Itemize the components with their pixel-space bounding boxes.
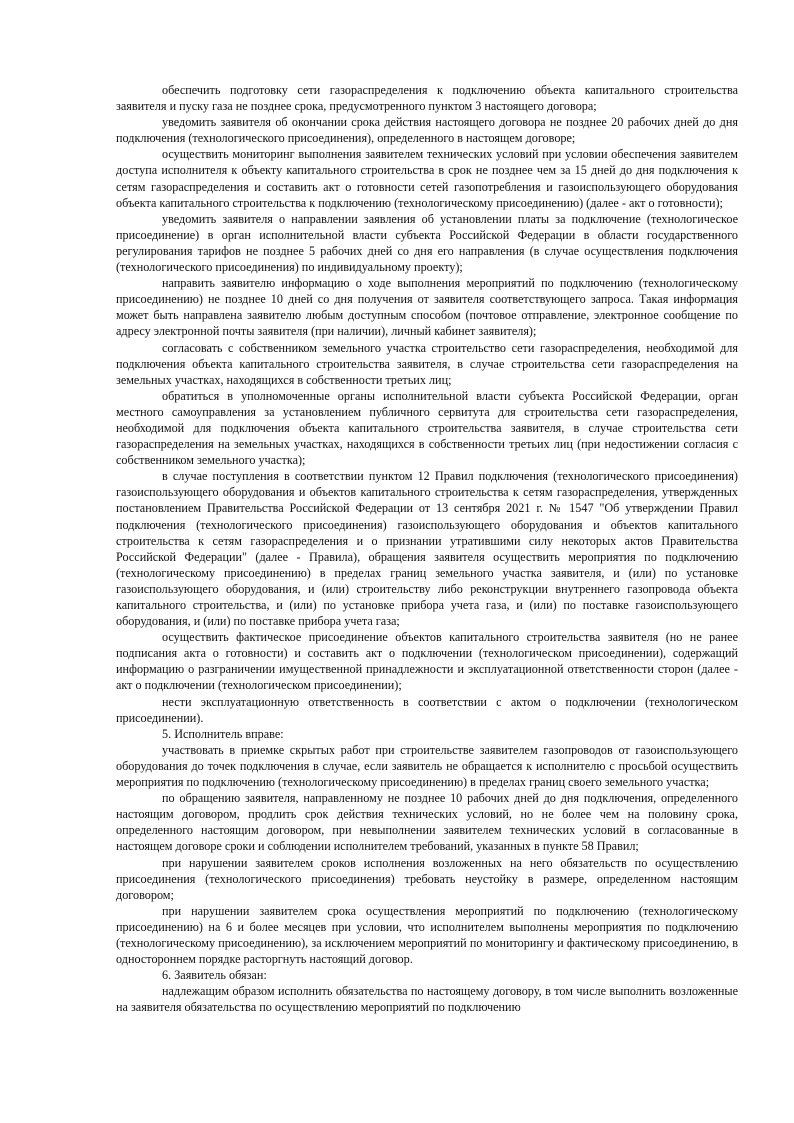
paragraph: нести эксплуатационную ответственность в соответствии с актом о подключении (технологическом присоединении). xyxy=(116,694,738,725)
document-page xyxy=(116,82,738,1015)
paragraph: согласовать с собственником земельного участка строительство сети газораспределения, необходимой для подключения объекта капитального строительства заявителя, в случае строительства сети газораспределения на земельных участках, находящихся в собственности третьих лиц; xyxy=(116,340,738,387)
paragraph: направить заявителю информацию о ходе выполнения мероприятий по подключению (технологическому присоединению) не позднее 10 дней со дня получения от заявителя соответствующего запроса. Такая информация может быть направлена заявителю любым доступным способом (почтовое отправление, электронное сообщение по адресу электронной почты заявителя (при наличии), личный кабинет заявителя); xyxy=(116,276,738,339)
paragraph: по обращению заявителя, направленному не позднее 10 рабочих дней до дня подключения, определенного настоящим договором, продлить срок действия технических условий, но не более чем на половину срока, определенного настоящим договором, при невыполнении заявителем технических условий в согласованные в настоящем договоре сроки и соблюдении исполнителем требований, указанных в пункте 58 Правил; xyxy=(116,791,738,854)
paragraph: обеспечить подготовку сети газораспределения к подключению объекта капитального строительства заявителя и пуску газа не позднее срока, предусмотренного пунктом 3 настоящего договора; xyxy=(116,83,738,114)
paragraph: при нарушении заявителем сроков исполнения возложенных на него обязательств по осуществлению присоединения (технологического присоединения) требовать неустойку в размере, определенном настоящим договором; xyxy=(116,855,738,902)
section-heading: 6. Заявитель обязан: xyxy=(162,968,267,983)
paragraph: осуществить мониторинг выполнения заявителем технических условий при условии обеспечения заявителем доступа исполнителя к объекту капитального строительства в срок не позднее чем за 15 дней до дня подключения к сетям газораспределения и составить акт о готовности сетей газопотребления и газоиспользующего оборудования объекта капитального строительства к подключению (технологическому присоединению) (далее - акт о готовности); xyxy=(116,147,738,210)
paragraph: уведомить заявителя о направлении заявления об установлении платы за подключение (технологическое присоединение) в орган исполнительной власти субъекта Российской Федерации в области государственного регулирования тарифов не позднее 5 рабочих дней со дня его направления (в случае осуществления подключения (технологического присоединения) по индивидуальному проекту); xyxy=(116,211,738,275)
paragraph: надлежащим образом исполнить обязательства по настоящему договору, в том числе выполнить возложенные на заявителя обязательства по осуществлению мероприятий по подключению xyxy=(116,984,738,1015)
paragraph: обратиться в уполномоченные органы исполнительной власти субъекта Российской Федерации, орган местного самоуправления за установлением публичного сервитута для строительства сети газораспределения, необходимой для подключения объекта капитального строительства заявителя, в случае строительства сети газораспределения на земельных участках, находящихся в собственности третьих лиц (при недостижении согласия с собственником земельного участка); xyxy=(116,388,738,468)
paragraph: участвовать в приемке скрытых работ при строительстве заявителем газопроводов от газоиспользующего оборудования до точек подключения в случае, если заявитель не обращается к исполнителю с просьбой осуществить мероприятия по подключению (технологическому присоединению) в пределах границ своего земельного участка; xyxy=(116,742,738,790)
paragraph: уведомить заявителя об окончании срока действия настоящего договора не позднее 20 рабочих дней до дня подключения (технологического присоединения), определенного в настоящем договоре; xyxy=(116,115,738,146)
section-heading: 5. Исполнитель вправе: xyxy=(162,726,284,741)
paragraph: осуществить фактическое присоединение объектов капитального строительства заявителя (но не ранее подписания акта о готовности) и составить акт о подключении (технологическом присоединении), содержащий информацию о разграничении имущественной принадлежности и эксплуатационной ответственности сторон (далее - акт о подключении (технологическом присоединении); xyxy=(116,630,738,693)
paragraph: в случае поступления в соответствии пунктом 12 Правил подключения (технологического присоединения) газоиспользующего оборудования и объектов капитального строительства к сетям газораспределения, утвержденных постановлением Правительства Российской Федерации от 13 сентября 2021 г. № 1547 "Об утверждении Правил подключения (технологического присоединения) газоиспользующего оборудования и объектов капитального строительства к сетям газораспределения и о признании утратившими силу некоторых актов Правительства Российской Федерации" (далее - Правила), обращения заявителя осуществить мероприятия по подключению (технологическому присоединению) в пределах границ земельного участка заявителя, и (или) по установке газоиспользующего оборудования, и (или) строительству либо реконструкции внутреннего газопровода объекта капитального строительства, и (или) по установке прибора учета газа, и (или) по поставке газоиспользующего оборудования, и (или) по поставке прибора учета газа; xyxy=(116,469,738,629)
paragraph: при нарушении заявителем срока осуществления мероприятий по подключению (технологическому присоединению) на 6 и более месяцев при условии, что исполнителем выполнены мероприятия по подключению (технологическому присоединению), за исключением мероприятий по мониторингу и фактическому присоединению, в одностороннем порядке расторгнуть настоящий договор. xyxy=(116,903,738,967)
